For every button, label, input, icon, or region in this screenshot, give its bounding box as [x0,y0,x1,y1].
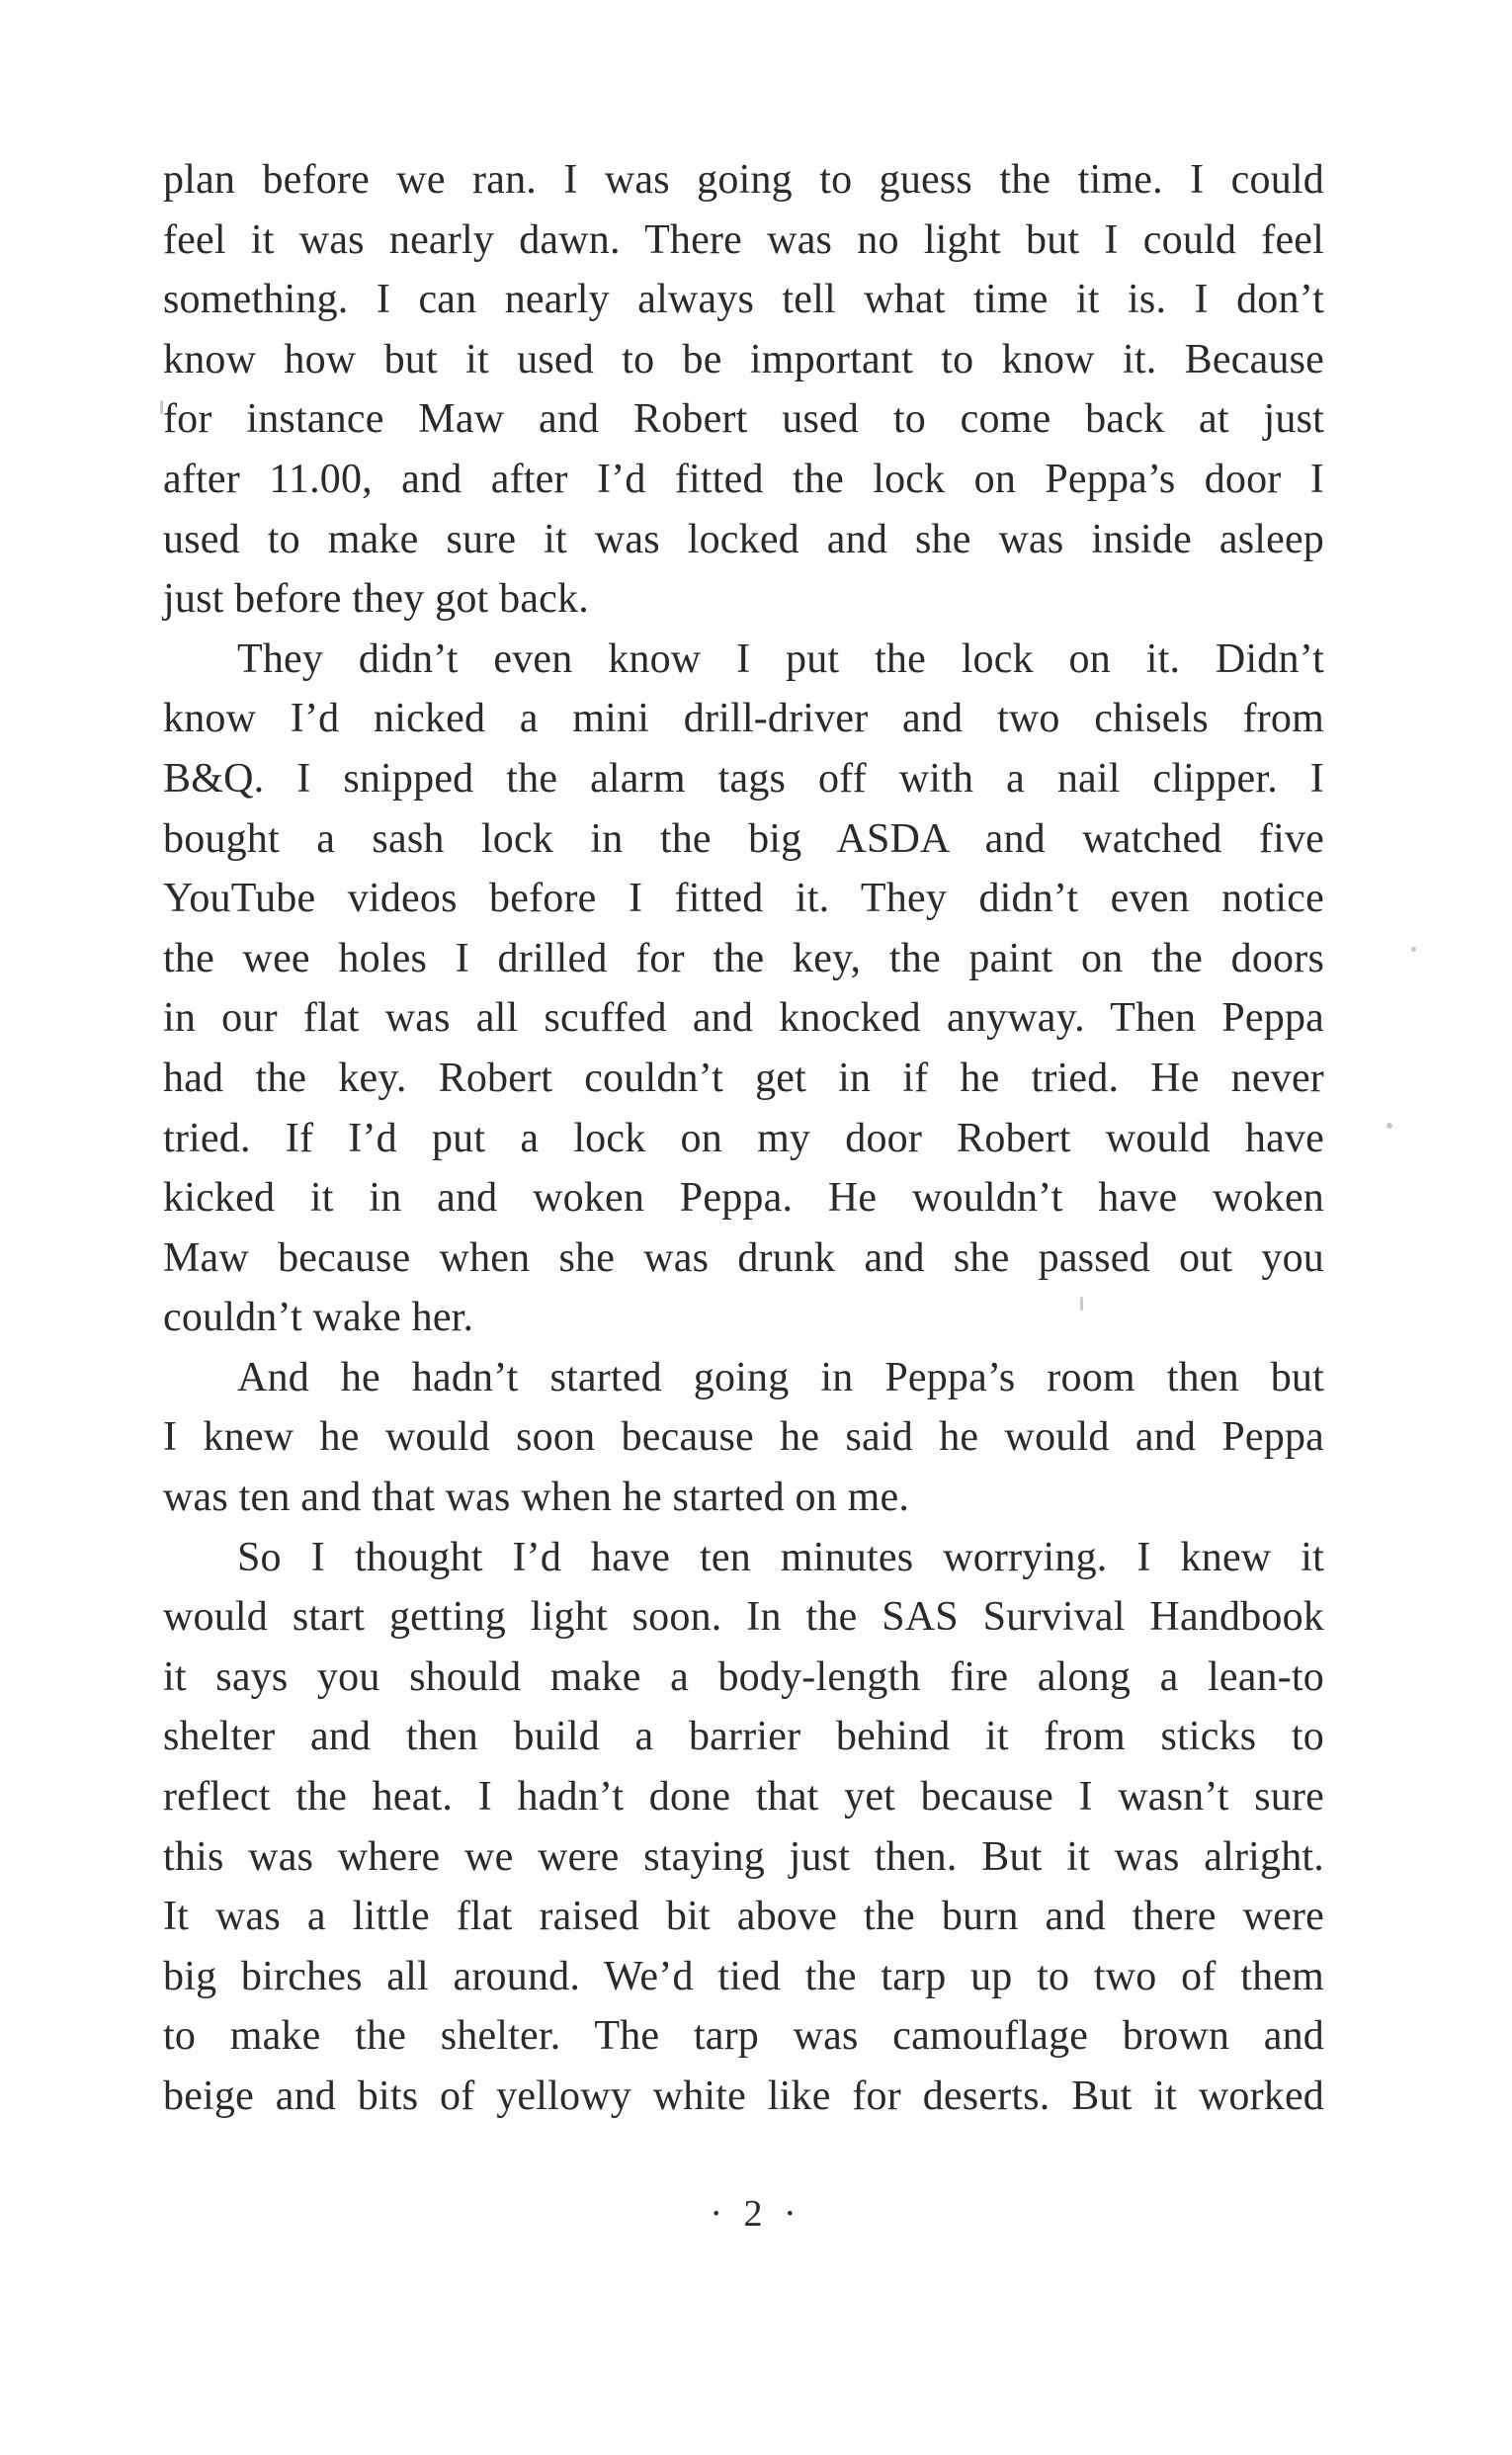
text-line: tried. If I’d put a lock on my door Robert would have [163,1115,1324,1161]
text-line: for instance Maw and Robert used to come back at just [163,396,1324,443]
text-line: feel it was nearly dawn. There was no light but I could feel [163,216,1324,263]
text-line: used to make sure it was locked and she was inside asleep [163,516,1324,562]
text-line: had the key. Robert couldn’t get in if he tried. He never [163,1055,1324,1101]
scan-speck [160,400,163,414]
text-line: B&Q. I snipped the alarm tags off with a nail clipper. I [163,755,1324,802]
paragraph [163,1528,1324,2127]
text-line: in our flat was all scuffed and knocked anyway. Then Peppa [163,995,1324,1042]
text-line: Maw because when she was drunk and she passed out you [163,1234,1324,1281]
text-line: I knew he would soon because he said he would and Peppa [163,1414,1324,1461]
text-line: to make the shelter. The tarp was camouflage brown and [163,2013,1324,2060]
text-line: know how but it used to be important to know it. Because [163,336,1324,382]
scan-speck [1080,1297,1083,1311]
text-line: It was a little flat raised bit above the burn and there were [163,1894,1324,1940]
text-line: was ten and that was when he started on me. [163,1475,910,1521]
text-line: reflect the heat. I hadn’t done that yet because I wasn’t sure [163,1774,1324,1820]
text-line: beige and bits of yellowy white like for deserts. But it worked [163,2074,1324,2119]
text-line: YouTube videos before I fitted it. They didn’t even notice [163,876,1324,922]
text-line: know I’d nicked a mini drill-driver and two chisels from [163,696,1324,742]
scan-speck [1386,1123,1392,1129]
text-line: And he hadn’t started going in Peppa’s room then but [237,1354,1324,1400]
text-line: after 11.00, and after I’d fitted the lock on Peppa’s door I [163,456,1324,502]
text-line: kicked it in and woken Peppa. He wouldn’t have woken [163,1175,1324,1222]
text-line: big birches all around. We’d tied the tarp up to two of them [163,1953,1324,1999]
paragraph [163,1348,1324,1528]
scan-speck [1411,947,1416,952]
text-line: just before they got back. [163,576,589,623]
text-line: it says you should make a body-length fire along a lean-to [163,1653,1324,1700]
text-line: So I thought I’d have ten minutes worrying. I knew it [237,1534,1324,1580]
text-line: plan before we ran. I was going to guess the time. I could [163,157,1324,203]
body-text [163,150,1324,2127]
text-line: bought a sash lock in the big ASDA and watched five [163,815,1324,862]
paragraph [163,150,1324,630]
page-number: · 2 · [710,2193,802,2235]
paragraph [163,630,1324,1348]
text-line: shelter and then build a barrier behind it from sticks to [163,1714,1324,1760]
text-line: would start getting light soon. In the SAS Survival Handbook [163,1594,1324,1641]
text-line: the wee holes I drilled for the key, the paint on the doors [163,935,1324,981]
text-line: couldn’t wake her. [163,1295,474,1341]
text-line: this was where we were staying just then. But it was alright. [163,1833,1324,1880]
text-line: They didn’t even know I put the lock on it. Didn’t [237,635,1324,682]
text-line: something. I can nearly always tell what time it is. I don’t [163,277,1324,323]
